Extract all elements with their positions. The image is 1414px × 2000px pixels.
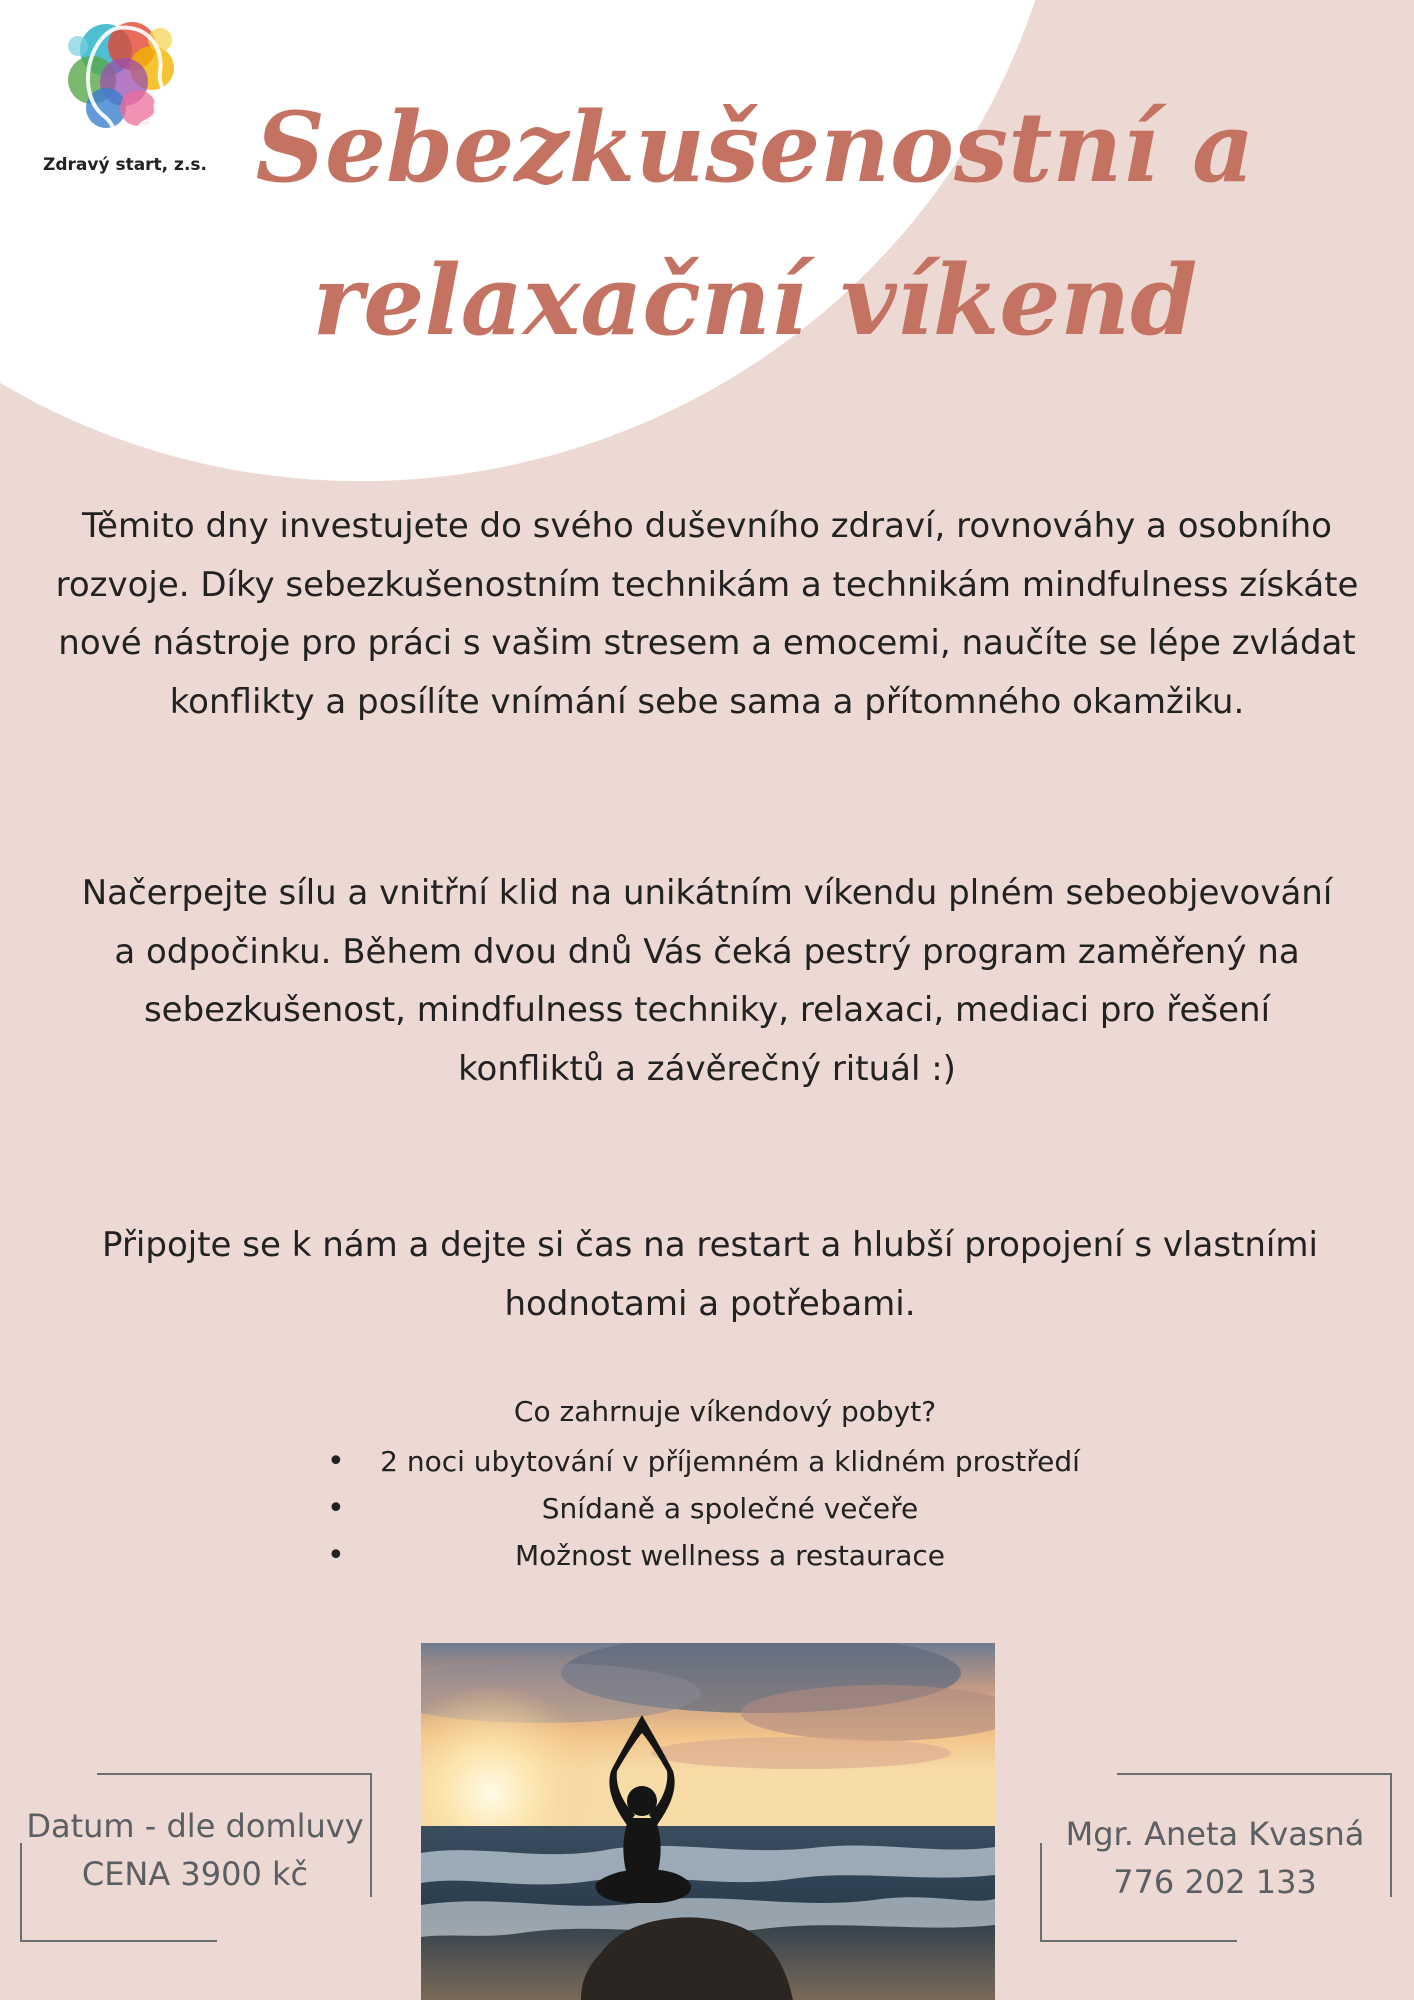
logo-text: Zdravý start, z.s. — [43, 155, 207, 175]
frame-line — [97, 1773, 371, 1775]
frame-line — [20, 1940, 217, 1942]
intro-paragraph: Těmito dny investujete do svého duševního zdraví, rovnováhy a osobního rozvoje. Díky sebezkušenostním technikám a technikám mindfulness získáte nové nástroje pro práci s vašim stresem a emocemi, naučíte se lépe zvládat konflikty a posílíte vnímání sebe sama a přítomného okamžiku. — [55, 506, 1359, 722]
meditating-person-at-sunset-photo — [421, 1643, 995, 2000]
title-line-1: Sebezkušenostní a — [255, 91, 1255, 204]
contact-name: Mgr. Aneta Kvasná — [1065, 1815, 1365, 1853]
join-paragraph: Připojte se k nám a dejte si čas na restart a hlubší propojení s vlastními hodnotami a potřebami. — [102, 1225, 1318, 1324]
colorful-head-silhouette-icon — [48, 10, 198, 150]
contact-phone: 776 202 133 — [1113, 1863, 1317, 1901]
includes-list — [310, 1438, 1150, 1579]
frame-line — [1040, 1940, 1237, 1942]
bullet-icon: • — [327, 1444, 345, 1479]
contact-info — [1040, 1810, 1390, 1906]
meditation-photo — [421, 1643, 995, 2000]
list-item — [310, 1438, 1150, 1485]
bullet-icon: • — [327, 1491, 345, 1526]
list-item-text: Možnost wellness a restaurace — [514, 1539, 945, 1572]
includes-title: Co zahrnuje víkendový pobyt? — [513, 1395, 937, 1428]
program-paragraph: Načerpejte sílu a vnitřní klid na unikátním víkendu plném sebeobjevování a odpočinku. Během dvou dnů Vás čeká pestrý program zaměřený na sebezkušenost, mindfulness techniky, relaxaci, mediaci pro řešení konfliktů a závěrečný rituál :) — [81, 873, 1333, 1089]
list-item-text: 2 noci ubytování v příjemném a klidném prostředí — [380, 1445, 1080, 1478]
list-item-text: Snídaně a společné večeře — [541, 1492, 919, 1525]
frame-line — [1117, 1773, 1391, 1775]
list-item — [310, 1532, 1150, 1579]
date-price-info — [15, 1802, 375, 1898]
price-text: CENA 3900 kč — [81, 1855, 309, 1893]
title-line-2: relaxační víkend — [312, 244, 1198, 357]
frame-line — [1390, 1773, 1392, 1897]
list-item — [310, 1485, 1150, 1532]
logo — [30, 10, 220, 185]
date-text: Datum - dle domluvy — [26, 1807, 364, 1845]
bullet-icon: • — [327, 1538, 345, 1573]
